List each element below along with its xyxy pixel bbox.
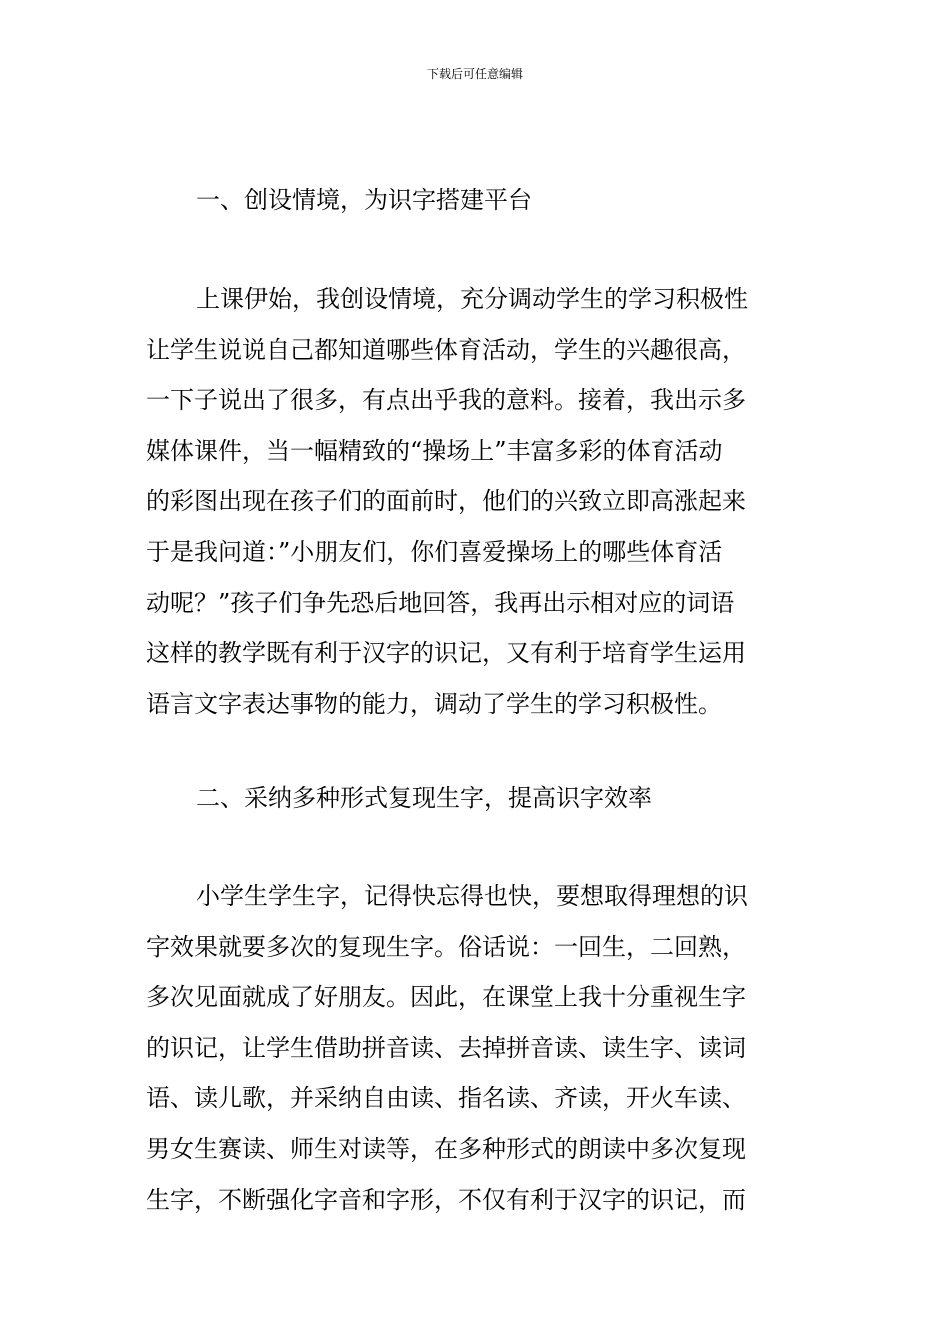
paragraph-line: 动呢？”孩子们争先恐后地回答，我再出示相对应的词语: [146, 588, 735, 617]
paragraph-line: 小学生学生字，记得快忘得也快，要想取得理想的识: [196, 882, 748, 910]
paragraph-line: 语言文字表达事物的能力，调动了学生的学习积极性。: [146, 689, 722, 718]
paragraph-line: 于是我问道：”小朋友们，你们喜爱操场上的哪些体育活: [146, 537, 723, 566]
paragraph-line: 的彩图出现在孩子们的面前时，他们的兴致立即高涨起来: [146, 487, 746, 516]
paragraph-2: [146, 871, 816, 1225]
header-note: 下载后可任意编辑: [426, 67, 523, 81]
paragraph-line: 语、读儿歌，并采纳自由读、指名读、齐读，开火车读、: [146, 1084, 746, 1113]
paragraph-line: 让学生说说自己都知道哪些体育活动，学生的兴趣很高，: [146, 335, 746, 364]
paragraph-line: 上课伊始，我创设情境，充分调动学生的学习积极性: [196, 285, 748, 313]
section-heading-1: 一、创设情境，为识字搭建平台: [196, 186, 532, 214]
section-heading-2: 二、采纳多种形式复现生字，提高识字效率: [196, 784, 652, 812]
paragraph-1: [146, 274, 816, 729]
paragraph-line: 一下子说出了很多，有点出乎我的意料。接着，我出示多: [146, 386, 746, 415]
paragraph-line: 的识记，让学生借助拼音读、去掉拼音读、读生字、读词: [146, 1033, 746, 1062]
paragraph-line: 多次见面就成了好朋友。因此，在课堂上我十分重视生字: [146, 983, 746, 1012]
paragraph-line: 生字，不断强化字音和字形，不仅有利于汉字的识记，而: [146, 1185, 746, 1214]
paragraph-line: 媒体课件，当一幅精致的“操场上”丰富多彩的体育活动: [146, 436, 723, 465]
paragraph-line: 这样的教学既有利于汉字的识记，又有利于培育学生运用: [146, 639, 746, 668]
paragraph-line: 男女生赛读、师生对读等，在多种形式的朗读中多次复现: [146, 1134, 746, 1163]
paragraph-line: 字效果就要多次的复现生字。俗话说：一回生，二回熟，: [146, 932, 746, 961]
